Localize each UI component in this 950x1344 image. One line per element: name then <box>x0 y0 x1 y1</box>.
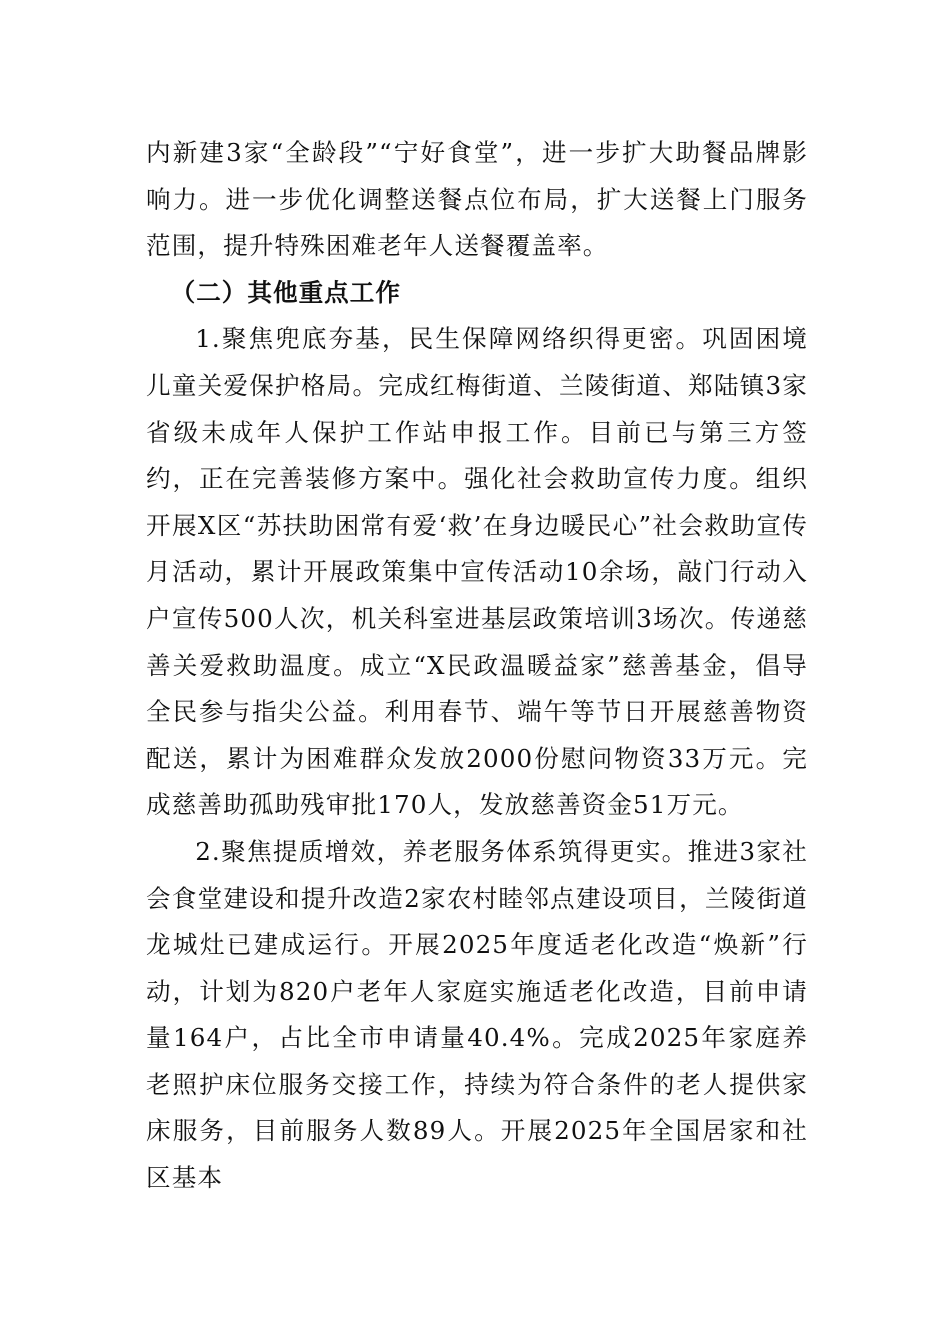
document-body <box>146 130 808 1202</box>
paragraph-elderly-care: 2.聚焦提质增效，养老服务体系筑得更实。推进3家社会食堂建设和提升改造2家农村睦邻点建设项目，兰陵街道龙城灶已建成运行。开展2025年度适老化改造“焕新”行动，计划为820户老年人家庭实施适老化改造，目前申请量164户，占比全市申请量40.4%。完成2025年家庭养老照护床位服务交接工作，持续为符合条件的老人提供家床服务，目前服务人数89人。开展2025年全国居家和社区基本 <box>146 836 808 1193</box>
paragraph-livelihood-security: 1.聚焦兜底夯基，民生保障网络织得更密。巩固困境儿童关爱保护格局。完成红梅街道、兰陵街道、郑陆镇3家省级未成年人保护工作站申报工作。目前已与第三方签约，正在完善装修方案中。强化社会救助宣传力度。组织开展X区“苏扶助困常有爱‘救’在身边暖民心”社会救助宣传月活动，累计开展政策集中宣传活动10余场，敲门行动入户宣传500人次，机关科室进基层政策培训3场次。传递慈善关爱救助温度。成立“X民政温暖益家”慈善基金，倡导全民参与指尖公益。利用春节、端午等节日开展慈善物资配送，累计为困难群众发放2000份慰问物资33万元。完成慈善助孤助残审批170人，发放慈善资金51万元。 <box>146 324 808 820</box>
section-heading-other-key-work: （二）其他重点工作 <box>170 277 401 307</box>
paragraph-meal-service: 内新建3家“全龄段”“宁好食堂”，进一步扩大助餐品牌影响力。进一步优化调整送餐点位布局，扩大送餐上门服务范围，提升特殊困难老年人送餐覆盖率。 <box>146 138 808 261</box>
